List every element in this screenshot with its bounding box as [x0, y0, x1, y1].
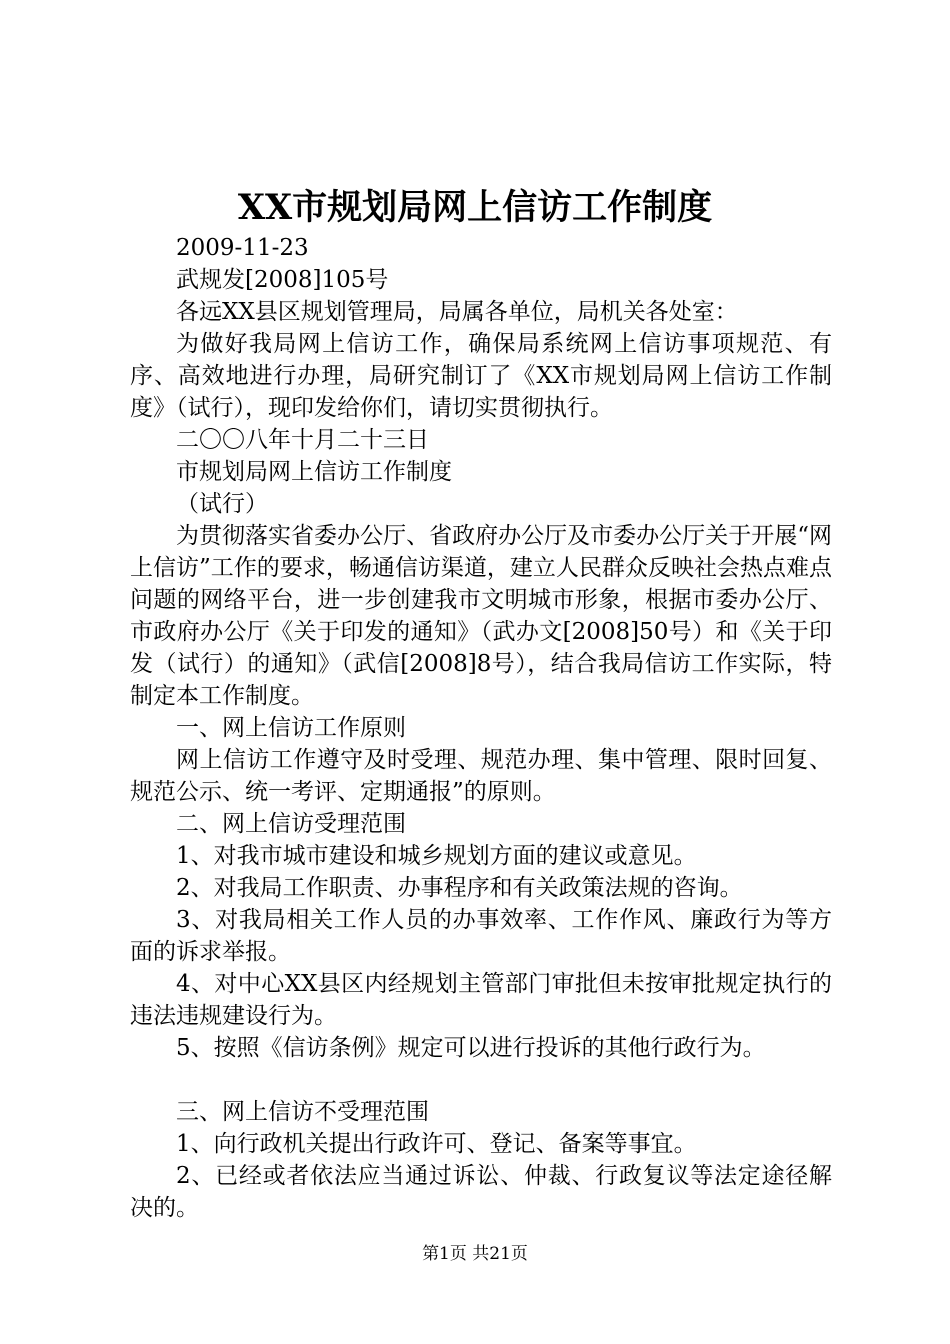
scope-item-4: 4、对中心XX县区内经规划主管部门审批但未按审批规定执行的违法违规建设行为。: [130, 971, 832, 1029]
issue-date: 二〇〇八年十月二十三日: [176, 427, 429, 453]
exclusion-item-1: 1、向行政机关提出行政许可、登记、备案等事宜。: [176, 1131, 697, 1157]
notice-paragraph: 为做好我局网上信访工作，确保局系统网上信访事项规范、有序、高效地进行办理，局研究制订了《XX市规划局网上信访工作制度》（试行），现印发给你们，请切实贯彻执行。: [130, 331, 832, 421]
document-title: XX市规划局网上信访工作制度: [237, 187, 713, 228]
scope-item-2: 2、对我局工作职责、办事程序和有关政策法规的咨询。: [176, 875, 743, 901]
section-heading-scope: 二、网上信访受理范围: [176, 811, 406, 837]
document-recipients: 各远XX县区规划管理局，局属各单位，局机关各处室：: [176, 299, 738, 325]
document-number: 武规发[2008]105号: [176, 267, 389, 293]
document-body: [130, 232, 832, 1224]
section-heading-principles: 一、网上信访工作原则: [176, 715, 406, 741]
regulation-title: 市规划局网上信访工作制度: [176, 459, 452, 485]
scope-item-5: 5、按照《信访条例》规定可以进行投诉的其他行政行为。: [176, 1035, 766, 1061]
principles-paragraph: 网上信访工作遵守及时受理、规范办理、集中管理、限时回复、规范公示、统一考评、定期通报”的原则。: [130, 747, 832, 805]
exclusion-item-2: 2、已经或者依法应当通过诉讼、仲裁、行政复议等法定途径解决的。: [130, 1163, 832, 1221]
scope-item-1: 1、对我市城市建设和城乡规划方面的建议或意见。: [176, 843, 697, 869]
scope-item-3: 3、对我局相关工作人员的办事效率、工作作风、廉政行为等方面的诉求举报。: [130, 907, 832, 965]
section-heading-exclusions: 三、网上信访不受理范围: [176, 1099, 429, 1125]
document-date: 2009-11-23: [176, 235, 309, 261]
page-number: 第1页 共21页: [422, 1244, 528, 1264]
preamble-paragraph: 为贯彻落实省委办公厅、省政府办公厅及市委办公厅关于开展“网上信访”工作的要求，畅通信访渠道，建立人民群众反映社会热点难点问题的网络平台，进一步创建我市文明城市形象，根据市委办公厅、市政府办公厅《关于印发的通知》（武办文[2008]50号）和《关于印发（试行）的通知》（武信[2008]8号），结合我局信访工作实际，特制定本工作制度。: [130, 523, 832, 709]
regulation-subtitle: （试行）: [176, 491, 268, 517]
